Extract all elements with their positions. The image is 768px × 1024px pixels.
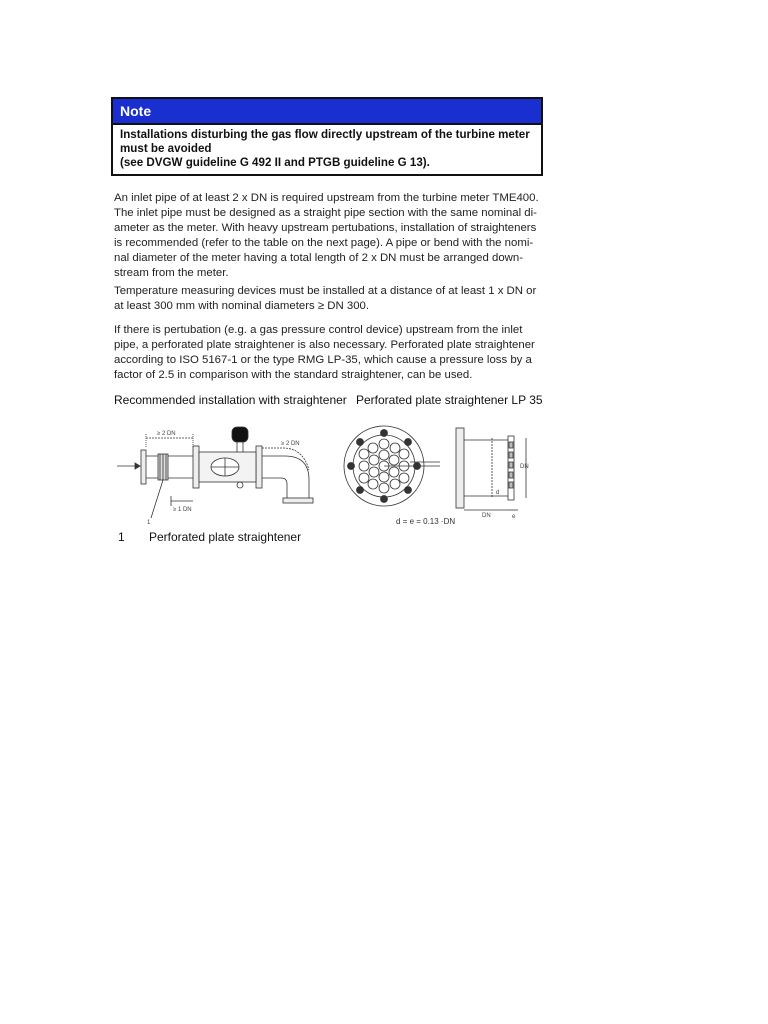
text-line: factor of 2.5 in comparison with the standard straightener, can be used.: [114, 369, 473, 381]
paragraph-inlet-pipe: [114, 191, 546, 281]
text-line: ameter as the meter. With heavy upstream pertubations, installation of straighteners: [114, 222, 537, 234]
dimension-e-label: e: [512, 514, 516, 520]
note-line: (see DVGW guideline G 492 II and PTGB guideline G 13).: [120, 156, 430, 169]
text-line: is recommended (refer to the table on the next page). A pipe or bend with the nomi-: [114, 237, 534, 249]
text-line: at least 300 mm with nominal diameters ≥ DN 300.: [114, 300, 370, 312]
dimension-dn-bottom-label: DN: [482, 513, 491, 519]
straightener-formula: d = e = 0.13 ·DN: [396, 517, 456, 526]
legend-number: 1: [118, 530, 125, 544]
dimension-dn-vertical-label: DN: [520, 464, 529, 470]
paragraph-temperature: [114, 284, 546, 314]
installation-drawing: [113, 418, 323, 526]
straightener-front-view: [340, 418, 444, 530]
text-line: The inlet pipe must be designed as a straight pipe section with the same nominal di-: [114, 207, 537, 219]
marker-1-label: 1: [147, 520, 151, 526]
text-line: An inlet pipe of at least 2 x DN is required upstream from the turbine meter TME400.: [114, 192, 539, 204]
text-line: If there is pertubation (e.g. a gas pressure control device) upstream from the inlet: [114, 324, 523, 336]
caption-straightener: Perforated plate straightener LP 35: [356, 393, 543, 407]
text-line: according to ISO 5167-1 or the type RMG LP-35, which cause a pressure loss by a: [114, 354, 532, 366]
paragraph-straightener: [114, 323, 546, 383]
note-box: [111, 97, 543, 176]
text-line: Temperature measuring devices must be installed at a distance of at least 1 x DN or: [114, 285, 537, 297]
note-line: must be avoided: [120, 142, 212, 155]
note-line: Installations disturbing the gas flow directly upstream of the turbine meter: [120, 128, 530, 141]
straightener-side-view: [448, 418, 548, 522]
dimension-2dn-bend-label: ≥ 2 DN: [281, 441, 300, 447]
legend-text: Perforated plate straightener: [149, 530, 302, 544]
note-body: [113, 125, 541, 170]
dimension-d-label: d: [496, 490, 500, 496]
text-line: pipe, a perforated plate straightener is also necessary. Perforated plate straightener: [114, 339, 535, 351]
text-line: nal diameter of the meter having a total length of 2 x DN must be arranged down-: [114, 252, 524, 264]
dimension-1dn-label: ≥ 1 DN: [173, 507, 192, 513]
note-title: Note: [113, 99, 541, 125]
caption-installation: Recommended installation with straightener: [114, 393, 347, 407]
text-line: stream from the meter.: [114, 267, 229, 279]
dimension-2dn-label: ≥ 2 DN: [157, 431, 176, 437]
